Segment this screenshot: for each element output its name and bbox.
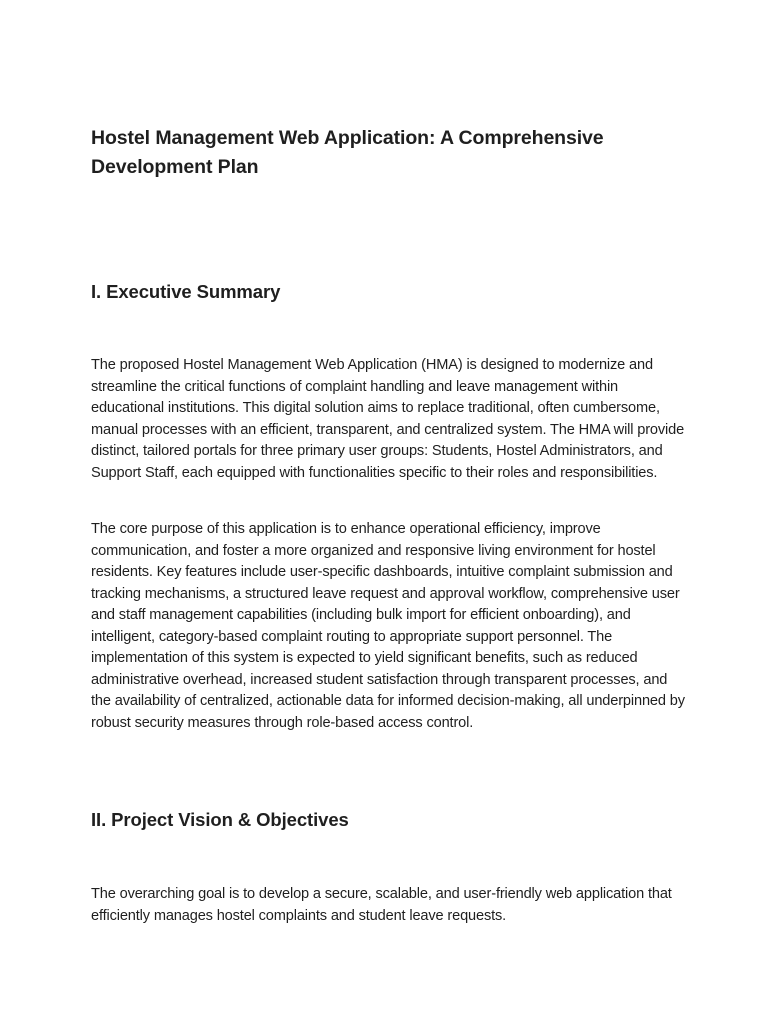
project-vision-paragraph-1: The overarching goal is to develop a secure, scalable, and user-friendly web application that efficiently manages hostel complaints and student leave requests. [91, 886, 672, 924]
executive-summary-paragraph-1: The proposed Hostel Management Web Application (HMA) is designed to modernize and streamline the critical functions of complaint handling and leave management within educational institutions. This digital solution aims to replace traditional, often cumbersome, manual processes with an efficient, transparent, and centralized system. The HMA will provide distinct, tailored portals for three primary user groups: Students, Hostel Administrators, and Support Staff, each equipped with functionalities specific to their roles and responsibilities. [91, 357, 685, 481]
section-heading-project-vision: II. Project Vision & Objectives [91, 809, 349, 830]
section-heading-executive-summary: I. Executive Summary [91, 281, 281, 302]
document-title: Hostel Management Web Application: A Comprehensive Development Plan [91, 127, 604, 178]
executive-summary-paragraph-2: The core purpose of this application is to enhance operational efficiency, improve communication, and foster a more organized and responsive living environment for hostel residents. Key features include user-specific dashboards, intuitive complaint submission and tracking mechanisms, a structured leave request and approval workflow, comprehensive user and staff management capabilities (including bulk import for efficient onboarding), and intelligent, category-based complaint routing to appropriate support personnel. The implementation of this system is expected to yield significant benefits, such as reduced administrative overhead, increased student satisfaction through transparent processes, and the availability of centralized, actionable data for informed decision-making, all underpinned by robust security measures through role-based access control. [91, 521, 685, 731]
